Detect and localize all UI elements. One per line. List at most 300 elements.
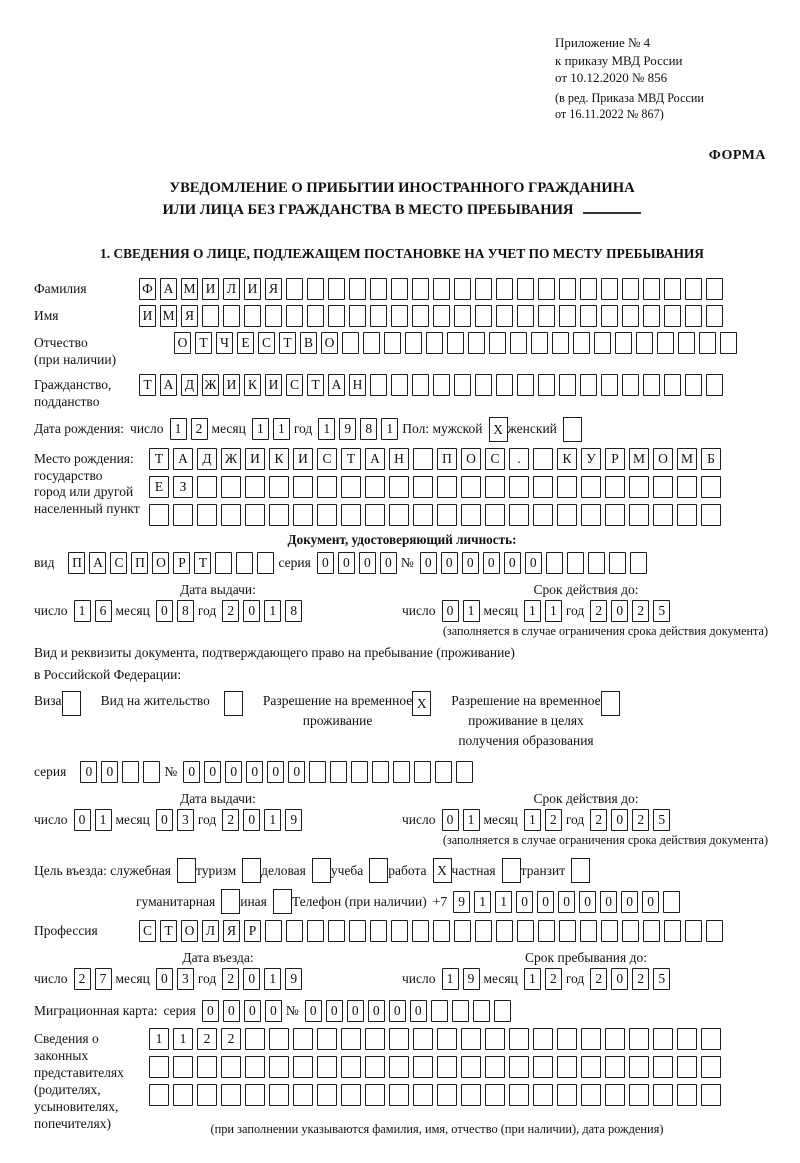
char-box[interactable] (533, 504, 553, 526)
char-box[interactable] (629, 1028, 649, 1050)
char-box[interactable]: 0 (156, 809, 173, 831)
char-box[interactable]: 1 (173, 1028, 193, 1050)
char-box[interactable]: 1 (524, 600, 541, 622)
char-box[interactable]: 1 (381, 418, 398, 440)
char-box[interactable]: 0 (642, 891, 659, 913)
char-box[interactable]: Н (389, 448, 409, 470)
char-box[interactable] (202, 305, 219, 327)
char-box[interactable]: А (365, 448, 385, 470)
char-box[interactable]: Е (149, 476, 169, 498)
char-box[interactable]: 2 (632, 809, 649, 831)
char-box[interactable] (601, 691, 620, 716)
char-box[interactable] (437, 476, 457, 498)
char-box[interactable]: 2 (74, 968, 91, 990)
char-box[interactable] (557, 1028, 577, 1050)
char-box[interactable] (677, 1084, 697, 1106)
char-box[interactable] (502, 858, 521, 883)
char-box[interactable]: Я (265, 278, 282, 300)
char-box[interactable] (485, 504, 505, 526)
char-box[interactable]: Т (279, 332, 296, 354)
char-box[interactable] (546, 552, 563, 574)
char-box[interactable]: 1 (318, 418, 335, 440)
char-box[interactable] (173, 1056, 193, 1078)
char-box[interactable] (581, 1056, 601, 1078)
char-box[interactable] (437, 504, 457, 526)
char-box[interactable]: 8 (360, 418, 377, 440)
char-box[interactable] (563, 417, 582, 442)
char-box[interactable]: Н (349, 374, 366, 396)
char-box[interactable] (391, 374, 408, 396)
char-box[interactable]: Т (341, 448, 361, 470)
patronymic-input[interactable] (174, 332, 741, 354)
char-box[interactable] (706, 374, 723, 396)
char-box[interactable] (454, 305, 471, 327)
char-box[interactable] (365, 476, 385, 498)
purpose-study-checkbox[interactable] (369, 858, 388, 883)
char-box[interactable]: Т (149, 448, 169, 470)
id-issue-day-input[interactable] (74, 600, 116, 622)
char-box[interactable]: 3 (177, 968, 194, 990)
char-box[interactable] (317, 1056, 337, 1078)
char-box[interactable] (286, 305, 303, 327)
char-box[interactable]: 0 (483, 552, 500, 574)
purpose-other-checkbox[interactable] (273, 889, 292, 914)
birth-year-input[interactable] (318, 418, 402, 440)
char-box[interactable] (609, 552, 626, 574)
char-box[interactable] (269, 1084, 289, 1106)
char-box[interactable] (447, 332, 464, 354)
char-box[interactable]: Т (139, 374, 156, 396)
char-box[interactable] (533, 1056, 553, 1078)
char-box[interactable] (426, 332, 443, 354)
char-box[interactable]: 1 (74, 600, 91, 622)
char-box[interactable]: Т (307, 374, 324, 396)
char-box[interactable] (341, 1028, 361, 1050)
char-box[interactable]: 0 (243, 600, 260, 622)
char-box[interactable] (494, 1000, 511, 1022)
char-box[interactable]: Я (181, 305, 198, 327)
char-box[interactable]: 2 (545, 809, 562, 831)
char-box[interactable]: 0 (267, 761, 284, 783)
char-box[interactable]: 0 (380, 552, 397, 574)
char-box[interactable] (461, 1084, 481, 1106)
birth-month-input[interactable] (252, 418, 294, 440)
birth-day-input[interactable] (170, 418, 212, 440)
char-box[interactable] (433, 305, 450, 327)
char-box[interactable]: 8 (285, 600, 302, 622)
char-box[interactable]: 0 (225, 761, 242, 783)
char-box[interactable] (413, 1084, 433, 1106)
char-box[interactable] (221, 1084, 241, 1106)
char-box[interactable] (370, 374, 387, 396)
char-box[interactable] (293, 504, 313, 526)
char-box[interactable]: Ф (139, 278, 156, 300)
id-series-input[interactable] (317, 552, 401, 574)
char-box[interactable] (489, 332, 506, 354)
char-box[interactable]: О (461, 448, 481, 470)
char-box[interactable]: Т (195, 332, 212, 354)
char-box[interactable] (509, 1084, 529, 1106)
char-box[interactable] (413, 1056, 433, 1078)
rvp-checkbox[interactable] (412, 691, 431, 716)
char-box[interactable] (664, 278, 681, 300)
char-box[interactable]: А (328, 374, 345, 396)
char-box[interactable]: 2 (222, 968, 239, 990)
char-box[interactable]: И (245, 448, 265, 470)
char-box[interactable] (317, 1084, 337, 1106)
char-box[interactable]: 0 (265, 1000, 282, 1022)
char-box[interactable] (431, 1000, 448, 1022)
char-box[interactable]: 2 (590, 809, 607, 831)
char-box[interactable] (677, 504, 697, 526)
char-box[interactable] (605, 504, 625, 526)
char-box[interactable] (605, 1056, 625, 1078)
char-box[interactable] (509, 476, 529, 498)
char-box[interactable] (405, 332, 422, 354)
char-box[interactable]: 0 (558, 891, 575, 913)
char-box[interactable] (496, 374, 513, 396)
given-name-input[interactable] (139, 305, 727, 327)
purpose-official-checkbox[interactable] (177, 858, 196, 883)
char-box[interactable]: П (68, 552, 85, 574)
char-box[interactable]: 0 (288, 761, 305, 783)
char-box[interactable]: Т (194, 552, 211, 574)
char-box[interactable]: 0 (420, 552, 437, 574)
char-box[interactable]: Р (244, 920, 261, 942)
char-box[interactable]: 0 (516, 891, 533, 913)
char-box[interactable]: А (160, 374, 177, 396)
purpose-transit-checkbox[interactable] (571, 858, 590, 883)
char-box[interactable] (461, 476, 481, 498)
char-box[interactable] (533, 476, 553, 498)
id-expiry-day-input[interactable] (442, 600, 484, 622)
char-box[interactable] (328, 920, 345, 942)
char-box[interactable] (664, 305, 681, 327)
char-box[interactable]: 2 (222, 809, 239, 831)
char-box[interactable] (293, 1028, 313, 1050)
char-box[interactable]: 0 (246, 761, 263, 783)
char-box[interactable]: И (293, 448, 313, 470)
char-box[interactable] (389, 1084, 409, 1106)
res-number-input[interactable] (183, 761, 477, 783)
char-box[interactable]: 1 (170, 418, 187, 440)
char-box[interactable] (391, 920, 408, 942)
char-box[interactable]: 0 (101, 761, 118, 783)
char-box[interactable]: 0 (579, 891, 596, 913)
char-box[interactable] (629, 504, 649, 526)
char-box[interactable] (601, 920, 618, 942)
char-box[interactable] (629, 1056, 649, 1078)
char-box[interactable]: 0 (442, 600, 459, 622)
char-box[interactable] (349, 278, 366, 300)
char-box[interactable] (369, 858, 388, 883)
char-box[interactable] (351, 761, 368, 783)
char-box[interactable] (307, 920, 324, 942)
char-box[interactable] (245, 1056, 265, 1078)
residence-permit-checkbox[interactable] (224, 691, 243, 716)
char-box[interactable] (629, 1084, 649, 1106)
char-box[interactable] (517, 278, 534, 300)
char-box[interactable]: 9 (463, 968, 480, 990)
char-box[interactable] (664, 374, 681, 396)
char-box[interactable]: К (269, 448, 289, 470)
char-box[interactable]: 0 (359, 552, 376, 574)
char-box[interactable] (663, 891, 680, 913)
char-box[interactable] (391, 278, 408, 300)
char-box[interactable]: 0 (600, 891, 617, 913)
char-box[interactable] (224, 691, 243, 716)
char-box[interactable] (221, 504, 241, 526)
purpose-tourism-checkbox[interactable] (242, 858, 261, 883)
char-box[interactable]: 0 (305, 1000, 322, 1022)
char-box[interactable]: 5 (653, 600, 670, 622)
char-box[interactable] (412, 305, 429, 327)
birth-place-input-line2[interactable] (149, 476, 725, 498)
char-box[interactable] (605, 1028, 625, 1050)
char-box[interactable]: Ч (216, 332, 233, 354)
char-box[interactable]: 1 (95, 809, 112, 831)
char-box[interactable] (461, 1028, 481, 1050)
char-box[interactable] (365, 1028, 385, 1050)
char-box[interactable]: 0 (204, 761, 221, 783)
char-box[interactable] (372, 761, 389, 783)
char-box[interactable] (538, 305, 555, 327)
char-box[interactable] (341, 1056, 361, 1078)
char-box[interactable]: И (244, 278, 261, 300)
mig-series-input[interactable] (202, 1000, 286, 1022)
char-box[interactable]: 0 (389, 1000, 406, 1022)
char-box[interactable]: 2 (545, 968, 562, 990)
char-box[interactable]: 0 (156, 600, 173, 622)
char-box[interactable] (437, 1028, 457, 1050)
char-box[interactable]: О (181, 920, 198, 942)
char-box[interactable] (581, 504, 601, 526)
char-box[interactable]: Р (173, 552, 190, 574)
char-box[interactable] (559, 305, 576, 327)
char-box[interactable]: 2 (590, 968, 607, 990)
char-box[interactable] (677, 1056, 697, 1078)
char-box[interactable] (468, 332, 485, 354)
char-box[interactable]: А (173, 448, 193, 470)
char-box[interactable] (580, 278, 597, 300)
char-box[interactable] (653, 1056, 673, 1078)
char-box[interactable] (559, 374, 576, 396)
char-box[interactable]: С (485, 448, 505, 470)
char-box[interactable] (605, 476, 625, 498)
id-number-input[interactable] (420, 552, 651, 574)
char-box[interactable]: Д (197, 448, 217, 470)
char-box[interactable] (215, 552, 232, 574)
char-box[interactable] (509, 1056, 529, 1078)
char-box[interactable] (517, 374, 534, 396)
char-box[interactable]: К (244, 374, 261, 396)
char-box[interactable] (435, 761, 452, 783)
char-box[interactable]: 1 (149, 1028, 169, 1050)
char-box[interactable] (475, 305, 492, 327)
char-box[interactable] (413, 504, 433, 526)
char-box[interactable] (173, 504, 193, 526)
char-box[interactable] (601, 278, 618, 300)
char-box[interactable]: 5 (653, 809, 670, 831)
char-box[interactable]: 0 (611, 968, 628, 990)
char-box[interactable] (412, 374, 429, 396)
char-box[interactable]: 0 (504, 552, 521, 574)
res-issue-day-input[interactable] (74, 809, 116, 831)
char-box[interactable] (437, 1084, 457, 1106)
char-box[interactable] (461, 1056, 481, 1078)
purpose-humanitarian-checkbox[interactable] (221, 889, 240, 914)
stay-day-input[interactable] (442, 968, 484, 990)
char-box[interactable] (571, 858, 590, 883)
char-box[interactable] (389, 1028, 409, 1050)
char-box[interactable] (517, 305, 534, 327)
char-box[interactable]: . (509, 448, 529, 470)
char-box[interactable]: С (286, 374, 303, 396)
stay-year-input[interactable] (590, 968, 674, 990)
char-box[interactable] (177, 858, 196, 883)
char-box[interactable]: 2 (221, 1028, 241, 1050)
char-box[interactable]: 0 (441, 552, 458, 574)
char-box[interactable]: И (223, 374, 240, 396)
char-box[interactable]: В (300, 332, 317, 354)
char-box[interactable] (257, 552, 274, 574)
char-box[interactable] (328, 305, 345, 327)
char-box[interactable]: 0 (338, 552, 355, 574)
char-box[interactable] (197, 1056, 217, 1078)
char-box[interactable]: М (629, 448, 649, 470)
char-box[interactable] (349, 305, 366, 327)
char-box[interactable]: 9 (339, 418, 356, 440)
char-box[interactable] (389, 504, 409, 526)
char-box[interactable]: И (139, 305, 156, 327)
char-box[interactable] (412, 278, 429, 300)
char-box[interactable]: 1 (463, 600, 480, 622)
char-box[interactable] (643, 374, 660, 396)
char-box[interactable]: У (581, 448, 601, 470)
char-box[interactable]: 0 (243, 809, 260, 831)
char-box[interactable]: 7 (95, 968, 112, 990)
char-box[interactable] (269, 476, 289, 498)
char-box[interactable] (341, 504, 361, 526)
char-box[interactable]: 0 (621, 891, 638, 913)
char-box[interactable]: С (317, 448, 337, 470)
char-box[interactable] (485, 1084, 505, 1106)
purpose-private-checkbox[interactable] (502, 858, 521, 883)
char-box[interactable] (365, 1056, 385, 1078)
char-box[interactable]: О (174, 332, 191, 354)
char-box[interactable] (557, 1056, 577, 1078)
char-box[interactable]: О (152, 552, 169, 574)
char-box[interactable]: 1 (264, 600, 281, 622)
char-box[interactable] (317, 504, 337, 526)
char-box[interactable]: М (677, 448, 697, 470)
stay-month-input[interactable] (524, 968, 566, 990)
char-box[interactable] (370, 278, 387, 300)
char-box[interactable] (643, 920, 660, 942)
char-box[interactable]: 0 (410, 1000, 427, 1022)
char-box[interactable]: 0 (202, 1000, 219, 1022)
char-box[interactable] (389, 1056, 409, 1078)
char-box[interactable] (389, 476, 409, 498)
char-box[interactable] (393, 761, 410, 783)
char-box[interactable] (509, 1028, 529, 1050)
char-box[interactable] (630, 552, 647, 574)
char-box[interactable]: 0 (368, 1000, 385, 1022)
char-box[interactable] (643, 278, 660, 300)
char-box[interactable] (149, 1084, 169, 1106)
char-box[interactable]: 0 (74, 809, 91, 831)
char-box[interactable] (473, 1000, 490, 1022)
char-box[interactable] (245, 504, 265, 526)
id-expiry-year-input[interactable] (590, 600, 674, 622)
char-box[interactable]: 0 (442, 809, 459, 831)
char-box[interactable] (581, 1084, 601, 1106)
char-box[interactable] (594, 332, 611, 354)
char-box[interactable]: 0 (326, 1000, 343, 1022)
char-box[interactable] (454, 278, 471, 300)
char-box[interactable] (622, 374, 639, 396)
char-box[interactable] (223, 305, 240, 327)
res-issue-year-input[interactable] (222, 809, 306, 831)
char-box[interactable] (580, 920, 597, 942)
char-box[interactable] (580, 305, 597, 327)
char-box[interactable] (573, 332, 590, 354)
char-box[interactable] (538, 374, 555, 396)
char-box[interactable] (245, 1028, 265, 1050)
char-box[interactable] (384, 332, 401, 354)
char-box[interactable] (363, 332, 380, 354)
char-box[interactable] (317, 1028, 337, 1050)
char-box[interactable]: 0 (347, 1000, 364, 1022)
char-box[interactable]: Л (223, 278, 240, 300)
char-box[interactable] (557, 476, 577, 498)
char-box[interactable] (342, 332, 359, 354)
char-box[interactable] (286, 920, 303, 942)
char-box[interactable]: Б (701, 448, 721, 470)
doc-type-input[interactable] (68, 552, 278, 574)
char-box[interactable] (221, 889, 240, 914)
purpose-work-checkbox[interactable] (433, 858, 452, 883)
char-box[interactable]: А (160, 278, 177, 300)
char-box[interactable]: С (258, 332, 275, 354)
char-box[interactable] (677, 476, 697, 498)
char-box[interactable] (317, 476, 337, 498)
birth-place-input-line1[interactable] (149, 448, 725, 470)
char-box[interactable]: 2 (222, 600, 239, 622)
char-box[interactable]: 1 (252, 418, 269, 440)
char-box[interactable] (456, 761, 473, 783)
char-box[interactable] (236, 552, 253, 574)
id-expiry-month-input[interactable] (524, 600, 566, 622)
char-box[interactable]: И (265, 374, 282, 396)
char-box[interactable] (643, 305, 660, 327)
char-box[interactable] (312, 858, 331, 883)
char-box[interactable] (701, 504, 721, 526)
char-box[interactable] (581, 476, 601, 498)
res-expiry-day-input[interactable] (442, 809, 484, 831)
char-box[interactable] (330, 761, 347, 783)
char-box[interactable] (221, 476, 241, 498)
char-box[interactable]: 0 (611, 600, 628, 622)
char-box[interactable]: 0 (244, 1000, 261, 1022)
char-box[interactable]: 1 (463, 809, 480, 831)
char-box[interactable]: 1 (524, 968, 541, 990)
char-box[interactable]: 2 (590, 600, 607, 622)
char-box[interactable]: Я (223, 920, 240, 942)
char-box[interactable] (701, 1084, 721, 1106)
char-box[interactable] (531, 332, 548, 354)
char-box[interactable]: 5 (653, 968, 670, 990)
